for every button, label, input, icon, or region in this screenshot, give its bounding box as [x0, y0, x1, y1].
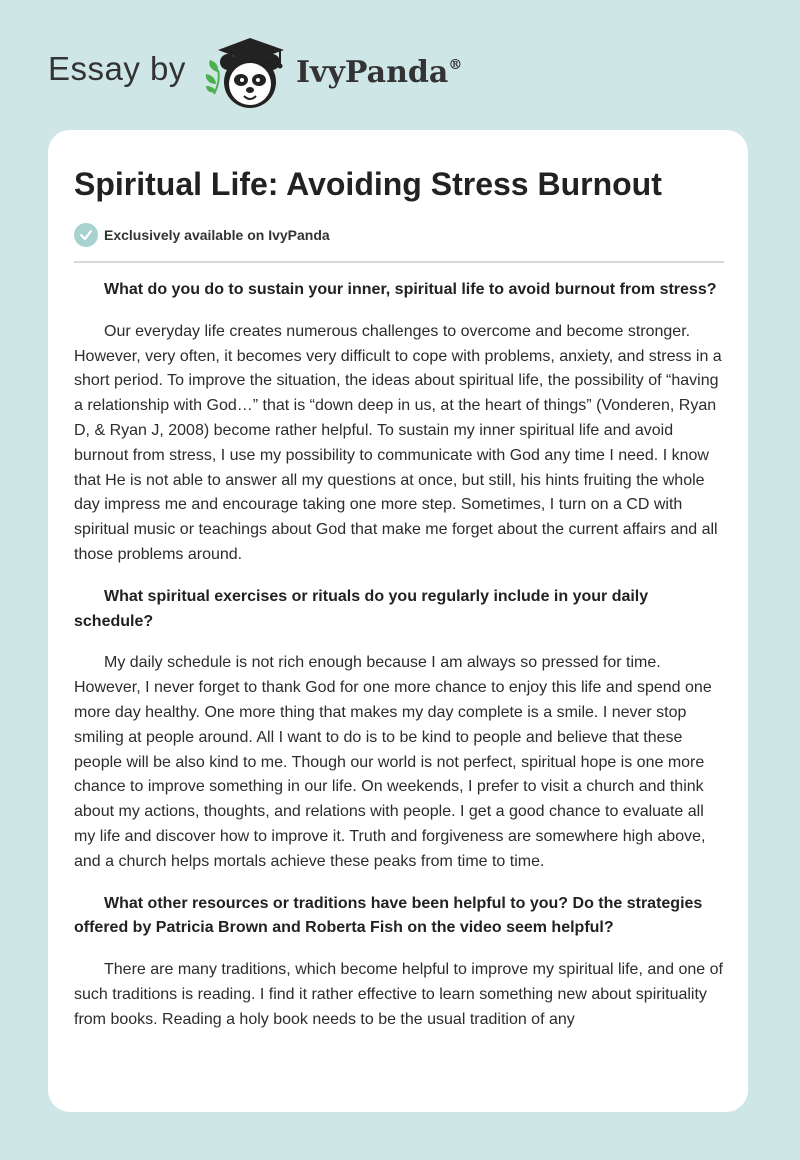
exclusive-badge-label: Exclusively available on IvyPanda [104, 227, 330, 243]
question-1: What do you do to sustain your inner, spiritual life to avoid burnout from stress? [104, 281, 717, 298]
site-header [0, 0, 800, 130]
question-2: What spiritual exercises or rituals do you regularly include in your daily schedule? [74, 587, 649, 630]
answer-2: My daily schedule is not rich enough because I am always so pressed for time. However, I never forget to thank God for one more chance to enjoy this life and spend one more day healthy. One more thing that makes my day complete is a smile. I never stop smiling at people around. All I want to do is to be kind to people and believe that these people will be also kind to me. Though our world is not perfect, spiritual hope is one more chance to improve something in our life. On weekends, I prefer to visit a church and think about my actions, thoughts, and relations with people. I get a good chance to evaluate all my life and discover how to improve it. Truth and forgiveness are somewhere high above, and a church helps mortals achieve these peaks from time to time. [74, 654, 712, 870]
brand-name: IvyPanda® [296, 55, 463, 90]
essay-card [48, 130, 748, 1112]
ivypanda-logo-icon[interactable] [200, 32, 292, 112]
answer-3: There are many traditions, which become helpful to improve my spiritual life, and one of such traditions is reading. I find it rather effective to learn something new about spirituality from books. Reading a holy book needs to be the usual tradition of any [74, 961, 723, 1028]
page-title: Spiritual Life: Avoiding Stress Burnout [74, 166, 662, 202]
essay-body [74, 278, 724, 1050]
answer-1: Our everyday life creates numerous challenges to overcome and become stronger. However, very often, it becomes very difficult to cope with problems, anxiety, and stress in a short period. To improve the situation, the ideas about spiritual life, the possibility of “having a relationship with God…” that is “down deep in us, at the heart of things” (Vonderen, Ryan D, & Ryan J, 2008) become rather helpful. To sustain my inner spiritual life and avoid burnout from stress, I use my possibility to communicate with God any time I need. I know that He is not able to answer all my questions at once, but still, his hints fruiting the whole day impress me and encourage taking one more step. Sometimes, I turn on a CD with spiritual music or teachings about God that make me forget about the current affairs and all those problems around. [74, 322, 722, 563]
divider [74, 261, 724, 263]
check-icon [74, 223, 98, 247]
essay-by-label: Essay by [48, 50, 186, 87]
exclusive-badge [74, 222, 330, 248]
question-3: What other resources or traditions have been helpful to you? Do the strategies offered by Patricia Brown and Roberta Fish on the video seem helpful? [74, 894, 703, 937]
